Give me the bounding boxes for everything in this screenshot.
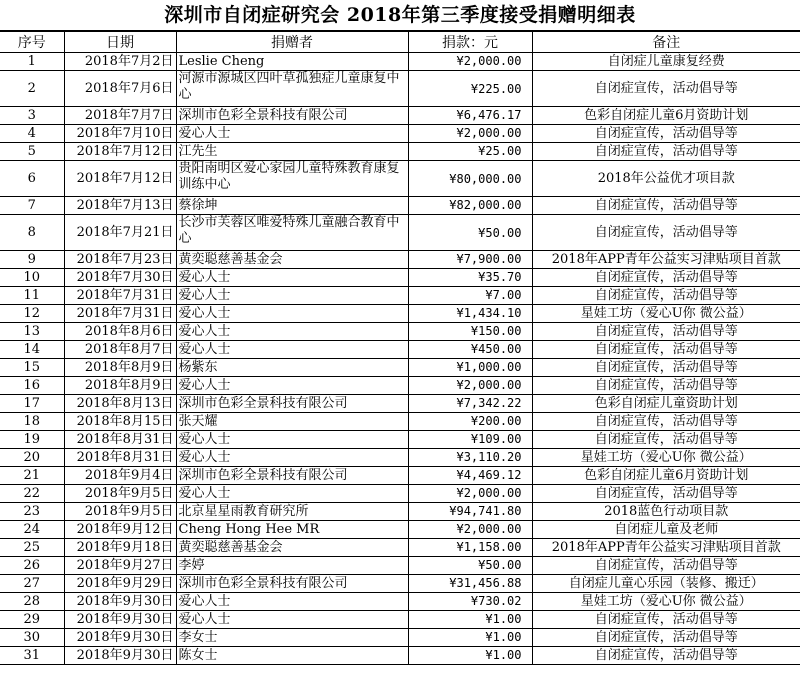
cell-donor: 爱心人士 <box>176 269 408 287</box>
cell-date: 2018年8月13日 <box>64 395 176 413</box>
cell-amount: ¥25.00 <box>408 143 532 161</box>
cell-no: 20 <box>0 449 64 467</box>
cell-amount: ¥2,000.00 <box>408 521 532 539</box>
cell-amount: ¥35.70 <box>408 269 532 287</box>
table-row <box>0 161 800 197</box>
cell-date: 2018年7月10日 <box>64 125 176 143</box>
cell-date: 2018年7月2日 <box>64 53 176 71</box>
cell-amount: ¥2,000.00 <box>408 53 532 71</box>
cell-donor: 深圳市色彩全景科技有限公司 <box>176 395 408 413</box>
cell-date: 2018年9月29日 <box>64 575 176 593</box>
cell-no: 1 <box>0 53 64 71</box>
table-row <box>0 413 800 431</box>
cell-donor: 爱心人士 <box>176 323 408 341</box>
table-row <box>0 521 800 539</box>
cell-amount: ¥1,158.00 <box>408 539 532 557</box>
cell-date: 2018年7月30日 <box>64 269 176 287</box>
cell-no: 3 <box>0 107 64 125</box>
cell-note: 星娃工坊（爱心U你 微公益） <box>532 305 800 323</box>
header-donor: 捐赠者 <box>176 32 408 53</box>
cell-date: 2018年7月7日 <box>64 107 176 125</box>
cell-amount: ¥82,000.00 <box>408 197 532 215</box>
cell-no: 23 <box>0 503 64 521</box>
cell-date: 2018年7月12日 <box>64 161 176 197</box>
cell-note: 星娃工坊（爱心U你 微公益） <box>532 593 800 611</box>
cell-note: 自闭症宣传，活动倡导等 <box>532 287 800 305</box>
cell-no: 4 <box>0 125 64 143</box>
table-row <box>0 431 800 449</box>
cell-donor: 李婷 <box>176 557 408 575</box>
table-row <box>0 269 800 287</box>
cell-note: 自闭症宣传，活动倡导等 <box>532 629 800 647</box>
table-row <box>0 323 800 341</box>
table-row <box>0 53 800 71</box>
cell-date: 2018年7月31日 <box>64 287 176 305</box>
cell-date: 2018年7月21日 <box>64 215 176 251</box>
cell-date: 2018年8月15日 <box>64 413 176 431</box>
cell-donor: 爱心人士 <box>176 431 408 449</box>
cell-note: 自闭症宣传，活动倡导等 <box>532 557 800 575</box>
cell-donor: 爱心人士 <box>176 341 408 359</box>
table-row <box>0 107 800 125</box>
cell-amount: ¥31,456.88 <box>408 575 532 593</box>
header-note: 备注 <box>532 32 800 53</box>
table-row <box>0 647 800 665</box>
cell-note: 自闭症宣传，活动倡导等 <box>532 197 800 215</box>
table-row <box>0 341 800 359</box>
page-title: 深圳市自闭症研究会 2018年第三季度接受捐赠明细表 <box>0 0 800 31</box>
cell-amount: ¥2,000.00 <box>408 377 532 395</box>
cell-donor: Leslie Cheng <box>176 53 408 71</box>
cell-no: 13 <box>0 323 64 341</box>
cell-amount: ¥50.00 <box>408 215 532 251</box>
cell-date: 2018年8月7日 <box>64 341 176 359</box>
cell-note: 自闭症宣传，活动倡导等 <box>532 323 800 341</box>
table-row <box>0 395 800 413</box>
cell-note: 自闭症宣传，活动倡导等 <box>532 269 800 287</box>
table-row <box>0 557 800 575</box>
cell-donor: 黄奕聪慈善基金会 <box>176 539 408 557</box>
cell-amount: ¥1,000.00 <box>408 359 532 377</box>
table-row <box>0 449 800 467</box>
cell-no: 22 <box>0 485 64 503</box>
cell-note: 自闭症宣传，活动倡导等 <box>532 341 800 359</box>
table-row <box>0 143 800 161</box>
cell-no: 29 <box>0 611 64 629</box>
cell-no: 2 <box>0 71 64 107</box>
cell-donor: 深圳市色彩全景科技有限公司 <box>176 467 408 485</box>
cell-donor: 李女士 <box>176 629 408 647</box>
cell-date: 2018年8月31日 <box>64 449 176 467</box>
cell-donor: 陈女士 <box>176 647 408 665</box>
cell-note: 自闭症宣传，活动倡导等 <box>532 377 800 395</box>
table-row <box>0 485 800 503</box>
table-row <box>0 539 800 557</box>
table-body <box>0 53 800 665</box>
cell-no: 16 <box>0 377 64 395</box>
cell-donor: 深圳市色彩全景科技有限公司 <box>176 107 408 125</box>
cell-no: 5 <box>0 143 64 161</box>
table-row <box>0 197 800 215</box>
cell-no: 7 <box>0 197 64 215</box>
cell-date: 2018年9月30日 <box>64 611 176 629</box>
cell-note: 自闭症宣传，活动倡导等 <box>532 413 800 431</box>
cell-no: 10 <box>0 269 64 287</box>
table-row <box>0 593 800 611</box>
table-row <box>0 629 800 647</box>
cell-note: 自闭症宣传，活动倡导等 <box>532 143 800 161</box>
cell-no: 28 <box>0 593 64 611</box>
cell-note: 2018蓝色行动项目款 <box>532 503 800 521</box>
cell-date: 2018年8月6日 <box>64 323 176 341</box>
header-no: 序号 <box>0 32 64 53</box>
cell-amount: ¥80,000.00 <box>408 161 532 197</box>
cell-amount: ¥1.00 <box>408 629 532 647</box>
table-row <box>0 215 800 251</box>
cell-date: 2018年9月12日 <box>64 521 176 539</box>
cell-date: 2018年8月31日 <box>64 431 176 449</box>
cell-amount: ¥109.00 <box>408 431 532 449</box>
cell-note: 自闭症宣传，活动倡导等 <box>532 431 800 449</box>
cell-no: 12 <box>0 305 64 323</box>
cell-amount: ¥4,469.12 <box>408 467 532 485</box>
cell-no: 24 <box>0 521 64 539</box>
cell-donor: 爱心人士 <box>176 125 408 143</box>
cell-note: 自闭症宣传，活动倡导等 <box>532 611 800 629</box>
cell-donor: 北京星星雨教育研究所 <box>176 503 408 521</box>
cell-no: 6 <box>0 161 64 197</box>
cell-amount: ¥50.00 <box>408 557 532 575</box>
table-row <box>0 251 800 269</box>
table-row <box>0 305 800 323</box>
cell-no: 25 <box>0 539 64 557</box>
cell-amount: ¥7,342.22 <box>408 395 532 413</box>
cell-donor: 杨紫东 <box>176 359 408 377</box>
cell-note: 2018年APP青年公益实习津贴项目首款 <box>532 539 800 557</box>
cell-note: 星娃工坊（爱心U你 微公益） <box>532 449 800 467</box>
cell-donor: 长沙市芙蓉区唯爱特殊儿童融合教育中心 <box>176 215 408 251</box>
cell-donor: 深圳市色彩全景科技有限公司 <box>176 575 408 593</box>
cell-amount: ¥200.00 <box>408 413 532 431</box>
table-row <box>0 503 800 521</box>
cell-donor: 爱心人士 <box>176 377 408 395</box>
cell-date: 2018年7月12日 <box>64 143 176 161</box>
cell-no: 15 <box>0 359 64 377</box>
table-row <box>0 287 800 305</box>
table-row <box>0 467 800 485</box>
cell-no: 27 <box>0 575 64 593</box>
cell-note: 自闭症宣传，活动倡导等 <box>532 215 800 251</box>
cell-note: 色彩自闭症儿童6月资助计划 <box>532 107 800 125</box>
cell-donor: 张天耀 <box>176 413 408 431</box>
cell-no: 14 <box>0 341 64 359</box>
table-row <box>0 611 800 629</box>
cell-note: 色彩自闭症儿童6月资助计划 <box>532 467 800 485</box>
cell-no: 21 <box>0 467 64 485</box>
header-row <box>0 32 800 53</box>
cell-donor: 黄奕聪慈善基金会 <box>176 251 408 269</box>
cell-donor: 爱心人士 <box>176 449 408 467</box>
table-row <box>0 71 800 107</box>
cell-date: 2018年8月9日 <box>64 359 176 377</box>
cell-note: 色彩自闭症儿童资助计划 <box>532 395 800 413</box>
donation-table <box>0 31 800 665</box>
cell-note: 2018年APP青年公益实习津贴项目首款 <box>532 251 800 269</box>
table-row <box>0 125 800 143</box>
cell-amount: ¥450.00 <box>408 341 532 359</box>
cell-no: 26 <box>0 557 64 575</box>
cell-amount: ¥1,434.10 <box>408 305 532 323</box>
cell-no: 9 <box>0 251 64 269</box>
header-date: 日期 <box>64 32 176 53</box>
cell-date: 2018年9月5日 <box>64 503 176 521</box>
cell-note: 自闭症宣传，活动倡导等 <box>532 71 800 107</box>
cell-donor: 贵阳南明区爱心家园儿童特殊教育康复训练中心 <box>176 161 408 197</box>
cell-amount: ¥730.02 <box>408 593 532 611</box>
cell-note: 自闭症儿童及老师 <box>532 521 800 539</box>
cell-amount: ¥7.00 <box>408 287 532 305</box>
cell-amount: ¥6,476.17 <box>408 107 532 125</box>
cell-date: 2018年9月5日 <box>64 485 176 503</box>
cell-amount: ¥2,000.00 <box>408 125 532 143</box>
cell-amount: ¥2,000.00 <box>408 485 532 503</box>
cell-date: 2018年9月27日 <box>64 557 176 575</box>
cell-date: 2018年7月6日 <box>64 71 176 107</box>
cell-no: 17 <box>0 395 64 413</box>
cell-date: 2018年9月30日 <box>64 593 176 611</box>
table-row <box>0 575 800 593</box>
cell-note: 2018年公益优才项目款 <box>532 161 800 197</box>
cell-donor: Cheng Hong Hee MR <box>176 521 408 539</box>
cell-no: 19 <box>0 431 64 449</box>
cell-date: 2018年9月4日 <box>64 467 176 485</box>
cell-no: 8 <box>0 215 64 251</box>
cell-date: 2018年8月9日 <box>64 377 176 395</box>
cell-note: 自闭症宣传，活动倡导等 <box>532 485 800 503</box>
cell-date: 2018年7月23日 <box>64 251 176 269</box>
cell-no: 11 <box>0 287 64 305</box>
header-amount: 捐款：元 <box>408 32 532 53</box>
cell-date: 2018年9月18日 <box>64 539 176 557</box>
cell-amount: ¥225.00 <box>408 71 532 107</box>
cell-no: 30 <box>0 629 64 647</box>
cell-donor: 爱心人士 <box>176 611 408 629</box>
cell-donor: 江先生 <box>176 143 408 161</box>
cell-no: 31 <box>0 647 64 665</box>
cell-amount: ¥1.00 <box>408 611 532 629</box>
table-row <box>0 359 800 377</box>
cell-amount: ¥3,110.20 <box>408 449 532 467</box>
cell-note: 自闭症宣传，活动倡导等 <box>532 359 800 377</box>
cell-date: 2018年9月30日 <box>64 647 176 665</box>
cell-note: 自闭症儿童康复经费 <box>532 53 800 71</box>
cell-amount: ¥94,741.80 <box>408 503 532 521</box>
cell-donor: 爱心人士 <box>176 287 408 305</box>
cell-donor: 河源市源城区四叶草孤独症儿童康复中心 <box>176 71 408 107</box>
cell-note: 自闭症儿童心乐园（装修、搬迁） <box>532 575 800 593</box>
cell-date: 2018年9月30日 <box>64 629 176 647</box>
cell-date: 2018年7月13日 <box>64 197 176 215</box>
cell-date: 2018年7月31日 <box>64 305 176 323</box>
cell-donor: 蔡徐坤 <box>176 197 408 215</box>
cell-donor: 爱心人士 <box>176 593 408 611</box>
cell-note: 自闭症宣传，活动倡导等 <box>532 125 800 143</box>
cell-donor: 爱心人士 <box>176 305 408 323</box>
cell-amount: ¥7,900.00 <box>408 251 532 269</box>
cell-note: 自闭症宣传，活动倡导等 <box>532 647 800 665</box>
table-row <box>0 377 800 395</box>
cell-donor: 爱心人士 <box>176 485 408 503</box>
cell-no: 18 <box>0 413 64 431</box>
cell-amount: ¥1.00 <box>408 647 532 665</box>
cell-amount: ¥150.00 <box>408 323 532 341</box>
